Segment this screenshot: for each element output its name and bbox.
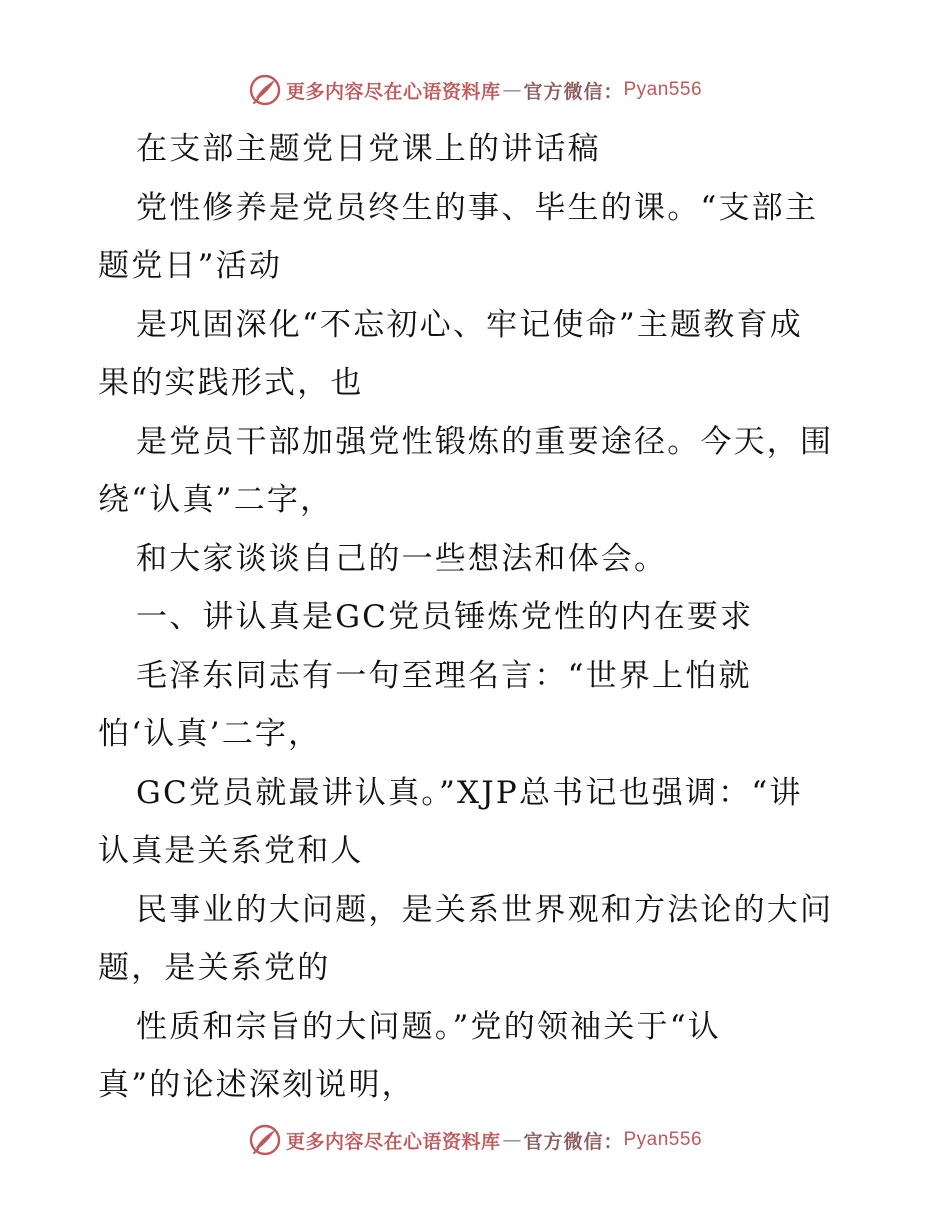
- text-line: 是党员干部加强党性锻炼的重要途径。今天，围: [136, 423, 834, 460]
- text-line: 一、讲认真是GC党员锤炼党性的内在要求: [136, 599, 754, 635]
- watermark-dash: —: [502, 1129, 522, 1151]
- text-line: 和大家谈谈自己的一些想法和体会。: [136, 540, 668, 577]
- watermark-text: 更多内容尽在心语资料库: [285, 80, 501, 103]
- text-line: 怕‘认真’二字，: [98, 716, 322, 752]
- document-body: [98, 120, 858, 1115]
- watermark-text: 更多内容尽在心语资料库: [285, 1130, 501, 1153]
- watermark-official-label: 官方微信：: [523, 80, 624, 103]
- text-line: 党性修养是党员终生的事、毕生的课。“支部主: [136, 189, 819, 226]
- text-line: 真”的论述深刻说明，: [98, 1067, 415, 1103]
- quill-logo-icon: [248, 1123, 282, 1157]
- text-line: 毛泽东同志有一句至理名言：“世界上怕就: [136, 657, 752, 694]
- text-line: 题党日”活动: [98, 248, 283, 284]
- text-line: GC党员就最讲认真。”XJP总书记也强调：“讲: [136, 774, 803, 811]
- quill-logo-icon: [248, 73, 282, 107]
- watermark-wechat-id: Pyan556: [623, 1129, 703, 1150]
- text-line: 是巩固深化“不忘初心、牢记使命”主题教育成: [136, 306, 803, 343]
- watermark-wechat-id: Pyan556: [623, 79, 703, 100]
- text-line: 性质和宗旨的大问题。”党的领袖关于“认: [136, 1008, 721, 1045]
- text-line: 在支部主题党日党课上的讲话稿: [136, 131, 601, 167]
- text-line: 绕“认真”二字，: [98, 482, 334, 518]
- footer-watermark: [0, 1120, 950, 1160]
- text-line: 题，是关系党的: [98, 950, 331, 986]
- text-line: 果的实践形式，也: [98, 365, 364, 401]
- header-watermark: [0, 70, 950, 110]
- watermark-official-label: 官方微信：: [523, 1130, 624, 1153]
- watermark-dash: —: [502, 79, 522, 101]
- text-line: 民事业的大问题，是关系世界观和方法论的大问: [136, 891, 834, 928]
- text-line: 认真是关系党和人: [98, 833, 364, 869]
